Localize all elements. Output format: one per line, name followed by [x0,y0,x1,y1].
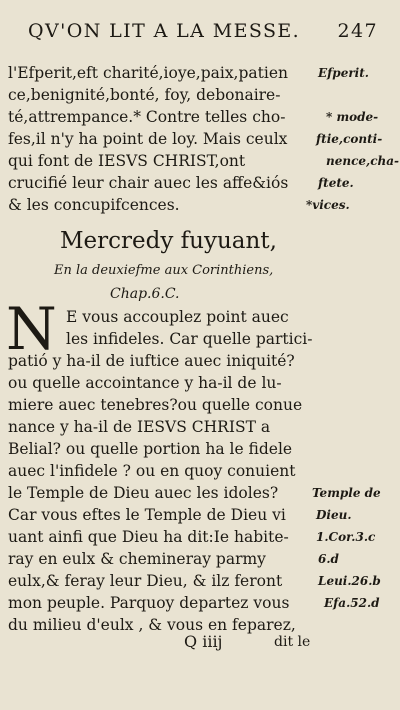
margin-note: nence,cha- [326,154,399,168]
margin-note: * mode- [326,110,379,124]
page-number: 247 [337,20,378,42]
margin-note: 1.Cor.3.c [316,530,376,544]
margin-note: ftete. [318,176,354,190]
text-line: miere auec tenebres?ou quelle conue [8,396,303,414]
text-line: patió y ha-il de iuftice auec iniquité? [8,352,295,370]
text-line: & les concupifcences. [8,196,180,214]
margin-note: Efperit. [318,66,369,80]
section-title: Mercredy fuyuant, [60,228,277,254]
text-line: les infideles. Car quelle partici- [66,330,313,348]
signature-mark: Q iiij [184,632,223,651]
running-header [28,20,378,46]
text-line: té,attrempance.* Contre telles cho- [8,108,286,126]
text-line: qui font de IESVS CHRIST,ont [8,152,246,170]
text-line: crucifié leur chair auec les affe&iós [8,174,289,192]
text-line: nance y ha-il de IESVS CHRIST a [8,418,271,436]
text-line: mon peuple. Parquoy departez vous [8,594,290,612]
text-line: Belial? ou quelle portion ha le fidele [8,440,293,458]
drop-cap: N [6,295,57,363]
margin-note: Leui.26.b [318,574,381,588]
text-line: auec l'infidele ? ou en quoy conuient [8,462,296,480]
chapter-reference: Chap.6.C. [110,286,180,302]
margin-note: *vices. [306,198,350,212]
margin-note: ftie,conti- [316,132,383,146]
text-line: E vous accouplez point auec [66,308,289,326]
text-line: ray en eulx & chemineray parmy [8,550,266,568]
text-line: eulx,& feray leur Dieu, & ilz feront [8,572,283,590]
text-line: ou quelle accointance y ha-il de lu- [8,374,282,392]
text-line: fes,il n'y ha point de loy. Mais ceulx [8,130,288,148]
margin-note: 6.d [318,552,339,566]
margin-note: Efa.52.d [324,596,380,610]
running-title: QV'ON LIT A LA MESSE. [28,20,301,42]
text-line: Car vous eftes le Temple de Dieu vi [8,506,286,524]
margin-note: Dieu. [316,508,352,522]
text-line: uant ainfi que Dieu ha dit:Ie habite- [8,528,289,546]
text-line: ce,benignité,bonté, foy, debonaire- [8,86,281,104]
text-line: du milieu d'eulx , & vous en feparez, [8,616,296,634]
margin-note: Temple de [312,486,381,500]
catchword: dit le [274,634,311,650]
text-line: l'Efperit,eft charité,ioye,paix,patien [8,64,288,82]
section-subtitle: En la deuxiefme aux Corinthiens, [54,263,274,278]
text-line: le Temple de Dieu auec les idoles? [8,484,279,502]
